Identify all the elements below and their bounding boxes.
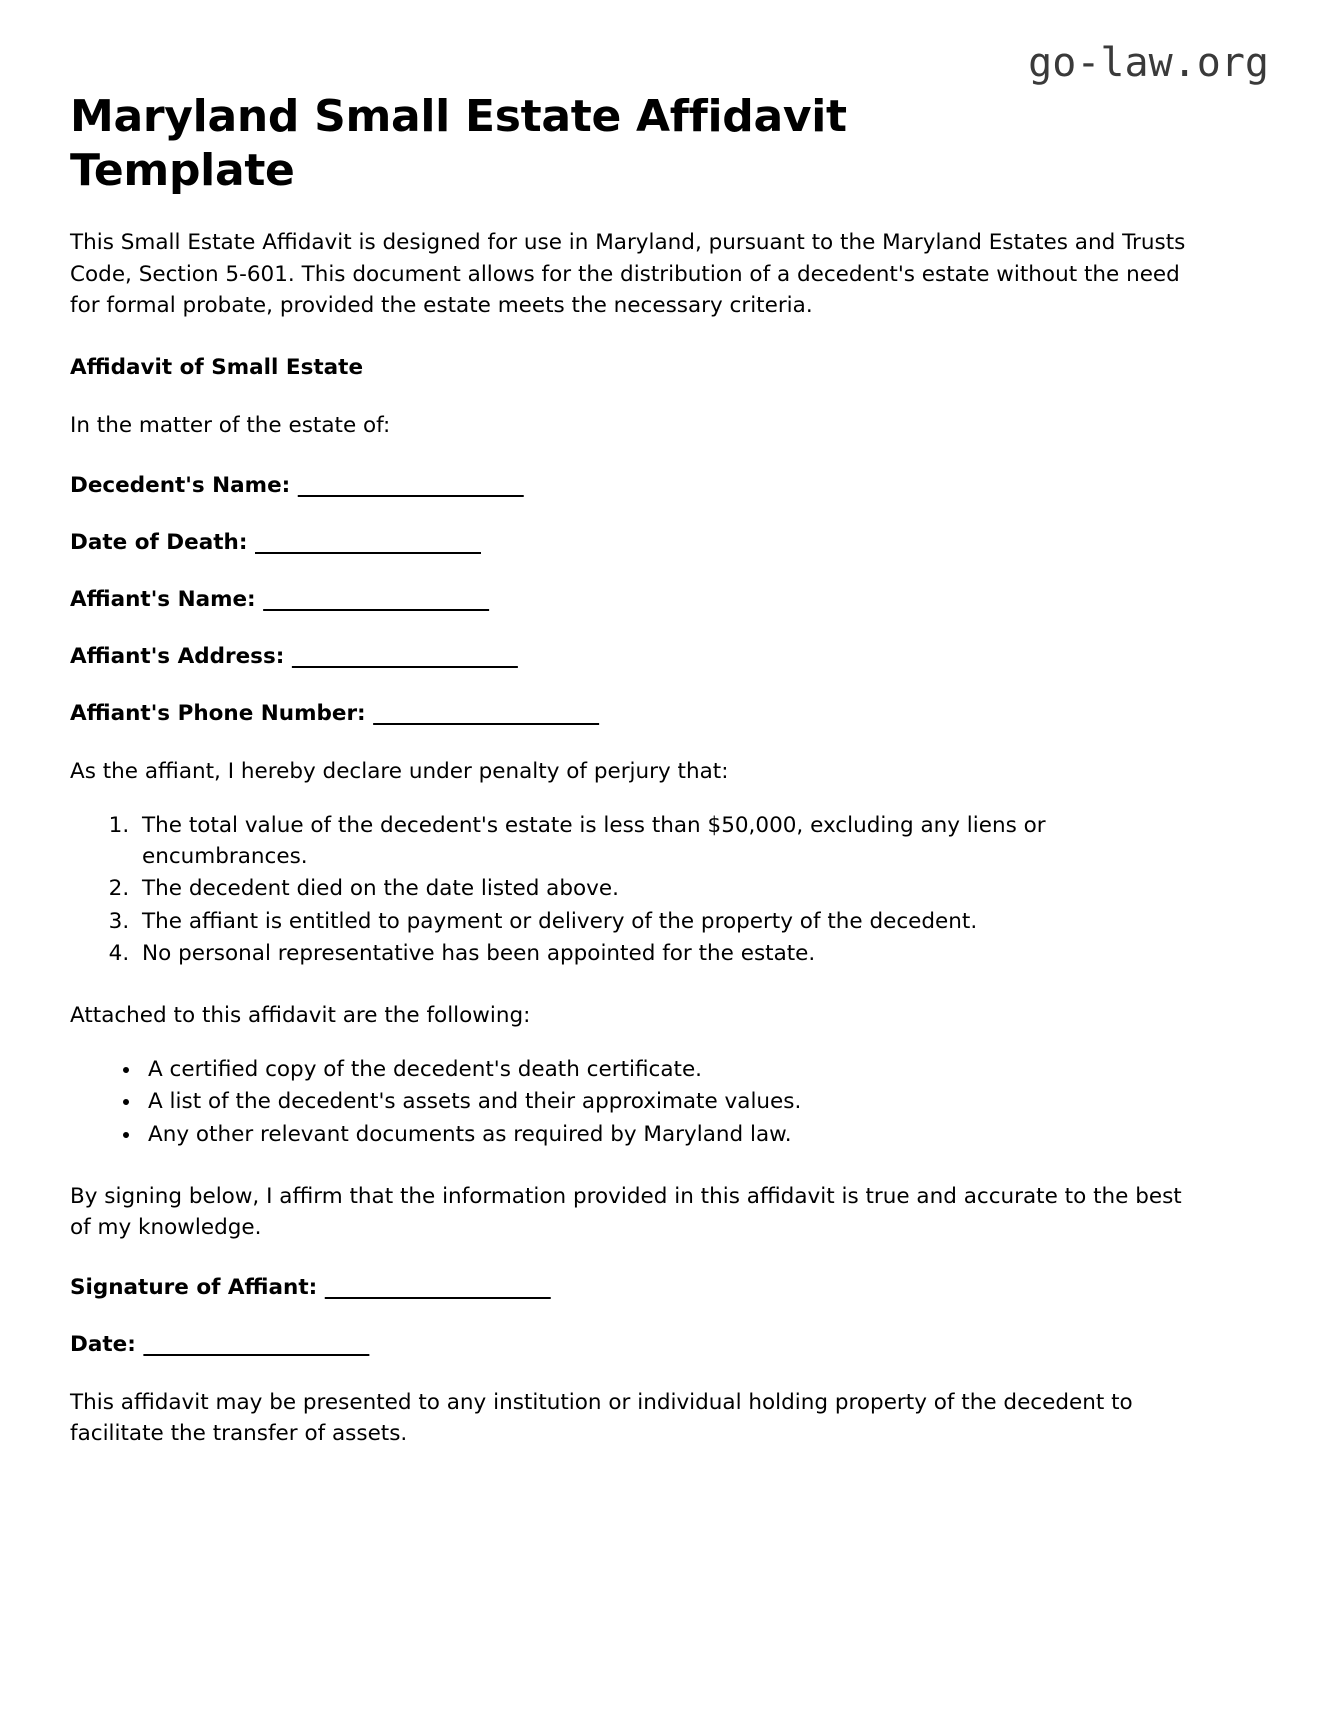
field-blank[interactable]: ______________________ bbox=[143, 1331, 369, 1357]
field-label: Affiant's Phone Number: bbox=[70, 701, 366, 727]
field-date-of-death bbox=[70, 530, 1205, 555]
field-label: Date: bbox=[70, 1331, 136, 1357]
page-title: Maryland Small Estate Affidavit Template bbox=[70, 91, 847, 196]
list-item: 1. The total value of the decedent's estate is less than $50,000, excluding any liens or encumbrances. bbox=[136, 811, 1205, 872]
field-blank[interactable]: ______________________ bbox=[254, 530, 481, 556]
list-item: • Any other relevant documents as required by Maryland law. bbox=[142, 1120, 1205, 1151]
list-item: • A list of the decedent's assets and their approximate values. bbox=[142, 1087, 1205, 1118]
field-label: Date of Death: bbox=[70, 530, 248, 556]
field-label: Signature of Affiant: bbox=[70, 1274, 318, 1300]
field-label: Affiant's Address: bbox=[70, 644, 285, 670]
matter-line: In the matter of the estate of: bbox=[70, 412, 391, 438]
field-blank[interactable]: ______________________ bbox=[297, 473, 524, 499]
field-signature-of-affiant bbox=[70, 1275, 1205, 1300]
list-item: • A certified copy of the decedent's death certificate. bbox=[142, 1055, 1205, 1086]
field-decedent-name bbox=[70, 473, 1205, 498]
declaration-lead: As the affiant, I hereby declare under penalty of perjury that: bbox=[70, 759, 729, 785]
field-blank[interactable]: ______________________ bbox=[291, 644, 518, 670]
document-body bbox=[70, 90, 1205, 1449]
field-blank[interactable]: ______________________ bbox=[263, 587, 489, 613]
declaration-list bbox=[70, 811, 1205, 970]
field-label: Decedent's Name: bbox=[70, 473, 291, 499]
field-label: Affiant's Name: bbox=[70, 587, 256, 613]
field-blank[interactable]: ______________________ bbox=[324, 1274, 551, 1300]
field-affiant-name bbox=[70, 587, 1205, 612]
field-signature-date bbox=[70, 1332, 1205, 1357]
site-watermark: go-law.org bbox=[1028, 40, 1269, 86]
attachments-lead: Attached to this affidavit are the following: bbox=[70, 1002, 531, 1028]
field-affiant-address bbox=[70, 644, 1205, 669]
list-item: 2. The decedent died on the date listed above. bbox=[136, 874, 1205, 905]
section-heading-affidavit: Affidavit of Small Estate bbox=[70, 354, 364, 380]
list-item: 4. No personal representative has been appointed for the estate. bbox=[136, 939, 1205, 970]
affirmation-paragraph: By signing below, I affirm that the information provided in this affidavit is true and accurate to the best of my knowledge. bbox=[70, 1183, 1182, 1240]
closing-paragraph: This affidavit may be presented to any institution or individual holding property of the decedent to facilitate the transfer of assets. bbox=[70, 1389, 1133, 1447]
intro-paragraph: This Small Estate Affidavit is designed for use in Maryland, pursuant to the Maryland Estates and Trusts Code, Section 5-601. This document allows for the distribution of a decedent's estate without the need for formal probate, provided the estate meets the necessary criteria. bbox=[70, 230, 1186, 318]
field-blank[interactable]: ______________________ bbox=[373, 701, 599, 727]
attachments-list bbox=[70, 1055, 1205, 1151]
list-item: 3. The affiant is entitled to payment or delivery of the property of the decedent. bbox=[136, 907, 1205, 938]
field-affiant-phone bbox=[70, 701, 1205, 726]
